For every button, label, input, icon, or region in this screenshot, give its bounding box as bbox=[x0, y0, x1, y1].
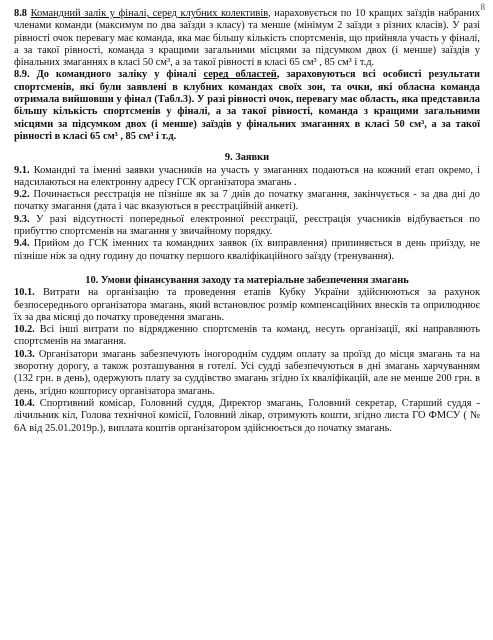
clause-title: Командний залік у фіналі, серед клубних колективів bbox=[30, 8, 269, 19]
clause-text: Командні та іменні заявки учасників на участь у змаганнях подаються на кожний етап окремо, і надсилаються на електронну адресу ГСК організатора змагань . bbox=[14, 164, 480, 188]
clause-number: 10.3. bbox=[14, 348, 35, 360]
clause-text: Починається реєстрація не пізніше як за 7 днів до початку змагання, закінчується - за два дні до початку змагання (дата і час вказуються в реєстраційній анкеті). bbox=[14, 189, 480, 213]
clause-9-3 bbox=[14, 214, 480, 239]
section-10-heading: 10. Умови фінансування заходу та матеріальне забезпечення змагань bbox=[85, 274, 409, 286]
clause-10-1 bbox=[14, 287, 480, 324]
clause-number: 9.3. bbox=[14, 213, 30, 225]
clause-text: Прийом до ГСК іменних та командних заявок (їх виправлення) припиняється в день приїзду, не пізніше ніж за одну годину до початку першого кваліфікаційного заїзду (тренування). bbox=[14, 238, 480, 262]
clause-8-9 bbox=[14, 69, 480, 143]
section-9-heading: 9. Заявки bbox=[224, 152, 270, 164]
clause-text: Витрати на організацію та проведення етапів Кубку України здійснюються за рахунок безпосереднього організатора змагань, який встановлює розмір компенсаційних внесків та оприлюднює їх за два місяці до початку проведення змагань. bbox=[14, 287, 480, 323]
clause-number: 10.4. bbox=[14, 397, 35, 409]
clause-text-part2: , зараховуються всі особисті результати спортсменів, які були заявлені в клубних командах своїх зон, та очки, які обласна команда отримала вийшовши у фінал (Табл.3). У разі рівності очок, перевагу має область, яка представила більшу кількість спортсменів у фіналі, а за такої рівності, команда з кращими загальними місцями за підсумком двох (і менше) заїздів у фінальних змаганнях в класі 50 см³, а за такої рівності в класі 65 см³ , 85 см³ і т.д. bbox=[14, 69, 480, 142]
clause-number: 8.8 bbox=[14, 8, 27, 19]
page-number: 8 bbox=[480, 2, 485, 12]
clause-text: , нараховується по 10 кращих заїздів набраних членами команди (максимум по два заїзди з класу) та менше (мінімум 2 заїзди з різних класів). У разі рівності очок перевагу має команда, яка має більшу кількість спортсменів, що прийняла участь у фіналі, а за такої рівності, команда з кращими загальними місцями за підсумком двох (і менше) заїздів у фінальних змаганнях в класі 50 см³, а за такої рівності в класі 65 см³ , 85 см³ і т.д. bbox=[14, 8, 480, 69]
clause-text-part1: До командного заліку у фіналі bbox=[29, 69, 204, 81]
clause-text: Всі інші витрати по відрядженню спортсменів та команд, несуть організації, які направляють спортсменів на змагання. bbox=[14, 324, 480, 348]
clause-text: Організатори змагань забезпечують іногороднім суддям оплату за проїзд до місця змагань та на зворотну дорогу, а також розташування в готелі. Усі судді забезпечуються в дні змагань харчуванням (132 грн. в день), одержують плату за суддівство змагань згідно їх кваліфікацій, але не менше 200 грн. в день, згідно кошторису організатора змагань. bbox=[14, 348, 480, 397]
clause-number: 10.2. bbox=[14, 324, 35, 336]
clause-10-3 bbox=[14, 349, 480, 398]
clause-10-2 bbox=[14, 324, 480, 349]
clause-text: У разі відсутності попередньої електронної реєстрації, реєстрація учасників відбувається по прибуттю спортсменів на змагання у звичайному порядку. bbox=[14, 213, 480, 238]
clause-number: 9.1. bbox=[14, 164, 30, 176]
clause-9-2 bbox=[14, 189, 480, 214]
clause-number: 8.9. bbox=[14, 69, 30, 81]
document-body bbox=[14, 8, 480, 435]
clause-10-4 bbox=[14, 398, 480, 435]
clause-number: 9.2. bbox=[14, 189, 30, 201]
clause-number: 9.4. bbox=[14, 238, 30, 250]
clause-9-4 bbox=[14, 238, 480, 263]
clause-text-underlined: серед областей bbox=[203, 69, 277, 81]
clause-number: 10.1. bbox=[14, 287, 35, 299]
clause-8-8 bbox=[14, 8, 480, 69]
clause-text: Спортивний комісар, Головний суддя, Директор змагань, Головний секретар, Старший суддя - лічильник кіл, Голова технічної комісії, Головний лікар, отримують кошти, згідно листа ГО ФМСУ ( № 6А від 25.01.2019р.), виплата коштів організатором здійснюється до початку змагань. bbox=[14, 397, 480, 434]
clause-9-1 bbox=[14, 165, 480, 190]
